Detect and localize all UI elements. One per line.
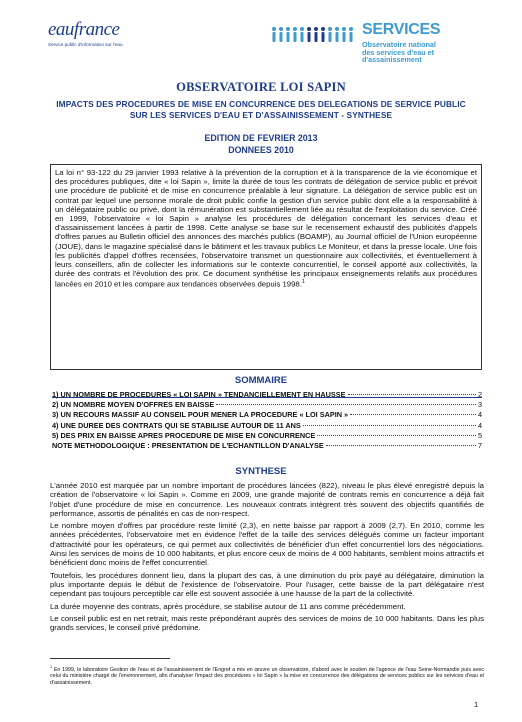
eaufrance-tagline: Service public d'information sur l'eau xyxy=(48,42,123,47)
intro-footnote-ref: 1 xyxy=(301,279,305,286)
toc-entry[interactable] xyxy=(52,441,482,451)
toc-entry-label: 5) DES PRIX EN BAISSE APRES PROCEDURE DE MISE EN CONCURRENCE xyxy=(52,430,316,440)
toc-entry-page: 3 xyxy=(477,400,482,410)
document-subtitle-line2: SUR LES SERVICES D'EAU ET D'ASSAINISSEMENT - SYNTHESE xyxy=(129,110,393,120)
toc-entry-page: 2 xyxy=(477,390,482,399)
toc-leader-dots xyxy=(216,404,476,405)
footnote xyxy=(50,664,484,686)
toc-entry-label: NOTE METHODOLOGIQUE : PRESENTATION DE L'ECHANTILLON D'ANALYSE xyxy=(52,440,324,450)
synthese-body xyxy=(50,481,484,635)
footnote-divider xyxy=(50,658,170,659)
page-number: 1 xyxy=(474,700,479,709)
eaufrance-brand: eaufrance xyxy=(48,19,120,40)
toc-leader-dots xyxy=(317,435,476,436)
synthese-paragraph: Le conseil public est en net retrait, mais reste prépondérant auprès des services de moins de 10 000 habitants. Dans les plus grands services, le conseil privé prédomine. xyxy=(50,613,484,633)
services-subtitle-line2: des services d'eau et d'assainissement xyxy=(362,47,435,65)
toc-leader-dots xyxy=(326,445,476,446)
toc-entry[interactable] xyxy=(52,410,482,420)
toc-leader-dots xyxy=(350,414,476,415)
toc-entry[interactable] xyxy=(52,421,482,431)
table-of-contents xyxy=(52,390,482,451)
footnote-marker: 1 xyxy=(50,665,53,669)
toc-entry-page: 4 xyxy=(477,410,482,420)
toc-leader-dots xyxy=(348,394,476,395)
edition-label: EDITION DE FEVRIER 2013 xyxy=(204,133,318,143)
synthese-paragraph: Toutefois, les procédures donnent lieu, dans la plupart des cas, à une diminution du prix payé au délégataire, diminution la plus importante depuis le début de l'existence de l'observatoire. Pour l'usager, cette baisse de la part délégataire n'est cependant pas toujours perceptible car elle est souvent associée à une hausse de la part de la collectivité. xyxy=(50,570,484,599)
intro-text: La loi n° 93-122 du 29 janvier 1993 relative à la prévention de la corruption et à la transparence de la vie économique et des procédures publiques, dite « loi Sapin », limite la durée de tous les contrats de délégation de service public et prévoit une procédure de publicité et de mise en concurrence préalable à leur signature. La délégation de service public est un contrat par lequel une personne morale de droit public confie la gestion d'un service public dont elle a la responsabilité à un délégataire public ou privé, dont la rémunération est substantiellement liée au résultat de l'exploitation du service. Créé en 1999, l'observatoire « loi Sapin » analyse les procédures de délégation concernant les services d'eau et d'assainissement lancées à partir de 1998. Cette analyse se base sur le recensement exhaustif des publicités d'appels d'offres parues au Bulletin officiel des annonces des marchés publics (BOAMP), au Journal officiel de l'Union européenne (JOUE), dans le magazine spécialisé dans le bâtiment et les travaux publics Le Moniteur, et dans la presse locale. Une fois les publicités d'appel d'offres recensées, l'observatoire transmet un questionnaire aux collectivités, et éventuellement à leurs conseillers, afin de collecter les informations sur le contexte concurrentiel, le conseil apporté aux collectivités, la durée des contrats et l'évolution des prix. Ce document synthétise les principaux enseignements relatifs aux procédures lancées en 2010 et les compare aux tendances observées depuis 1998. xyxy=(55,168,477,290)
synthese-paragraph: L'année 2010 est marquée par un nombre important de procédures lancées (822), niveau le plus élevé enregistré depuis la création de l'observatoire « loi Sapin ». Comme en 2009, une grande majorité de contrats remis en concurrence a déjà fait l'objet d'une procédure de mise en concurrence. Les nouveaux contrats intègrent très souvent des objectifs quantifiés de performance, assortis de pénalités en cas de non-respect. xyxy=(50,481,484,518)
footnote-text: En 1999, le laboratoire Gestion de l'eau et de l'assainissement de l'Engref a mis en œuvre un observatoire, d'abord avec le soutien de l'agence de l'eau Seine-Normandie puis avec celui du ministère chargé de l'environnement, afin d'analyser l'impact des procédures « loi Sapin » la mise en concurrence des délégations de services publics sur les services d'eau et d'assainissement. xyxy=(50,666,484,686)
people-icon xyxy=(270,24,360,46)
services-subtitle xyxy=(362,41,485,64)
toc-entry-page: 4 xyxy=(477,420,482,430)
synthese-paragraph: Le nombre moyen d'offres par procédure reste limité (2,3), en nette baisse par rapport à 2009 (2,7). En 2010, comme les années précédentes, l'observatoire met en évidence l'effet de la taille des services délégués comme un facteur important d'attractivité pour les opérateurs, ce qui permet aux collectivités de bénéficier d'un effet concurrentiel lors des négociations. Ainsi les services de moins de 10 000 habitants, et plus encore ceux de moins de 4 000 habitants, semblent moins attractifs et bénéficient donc moins de l'effet concurrentiel. xyxy=(50,521,484,568)
document-title: OBSERVATOIRE LOI SAPIN xyxy=(176,80,346,94)
toc-entry[interactable] xyxy=(52,431,482,441)
toc-entry-label: 1) UN NOMBRE DE PROCEDURES « LOI SAPIN » TENDANCIELLEMENT EN HAUSSE xyxy=(52,390,346,399)
toc-entry-label: 4) UNE DUREE DES CONTRATS QUI SE STABILISE AUTOUR DE 11 ANS xyxy=(52,420,301,430)
data-year-label: DONNEES 2010 xyxy=(228,145,294,155)
services-subtitle-line1: Observatoire national xyxy=(362,40,436,49)
intro-paragraph xyxy=(55,168,477,289)
services-wordmark: SERVICES xyxy=(362,21,441,38)
eaufrance-logo xyxy=(48,20,168,62)
services-logo xyxy=(270,18,485,64)
intro-box xyxy=(50,164,482,370)
toc-leader-dots xyxy=(303,425,476,426)
toc-entry-page: 5 xyxy=(477,430,482,440)
synthese-paragraph: La durée moyenne des contrats, après procédure, se stabilise autour de 11 ans comme précédemment. xyxy=(50,601,406,611)
toc-entry[interactable] xyxy=(52,390,482,400)
toc-entry-page: 7 xyxy=(477,440,482,450)
toc-entry-label: 2) UN NOMBRE MOYEN D'OFFRES EN BAISSE xyxy=(52,400,215,410)
synthese-heading: SYNTHESE xyxy=(235,466,287,477)
toc-entry[interactable] xyxy=(52,400,482,410)
toc-entry-label: 3) UN RECOURS MASSIF AU CONSEIL POUR MENER LA PROCEDURE « LOI SAPIN » xyxy=(52,410,349,420)
document-subtitle-line1: IMPACTS DES PROCEDURES DE MISE EN CONCURRENCE DES DELEGATIONS DE SERVICE PUBLIC xyxy=(56,99,466,109)
sommaire-heading: SOMMAIRE xyxy=(234,375,288,386)
